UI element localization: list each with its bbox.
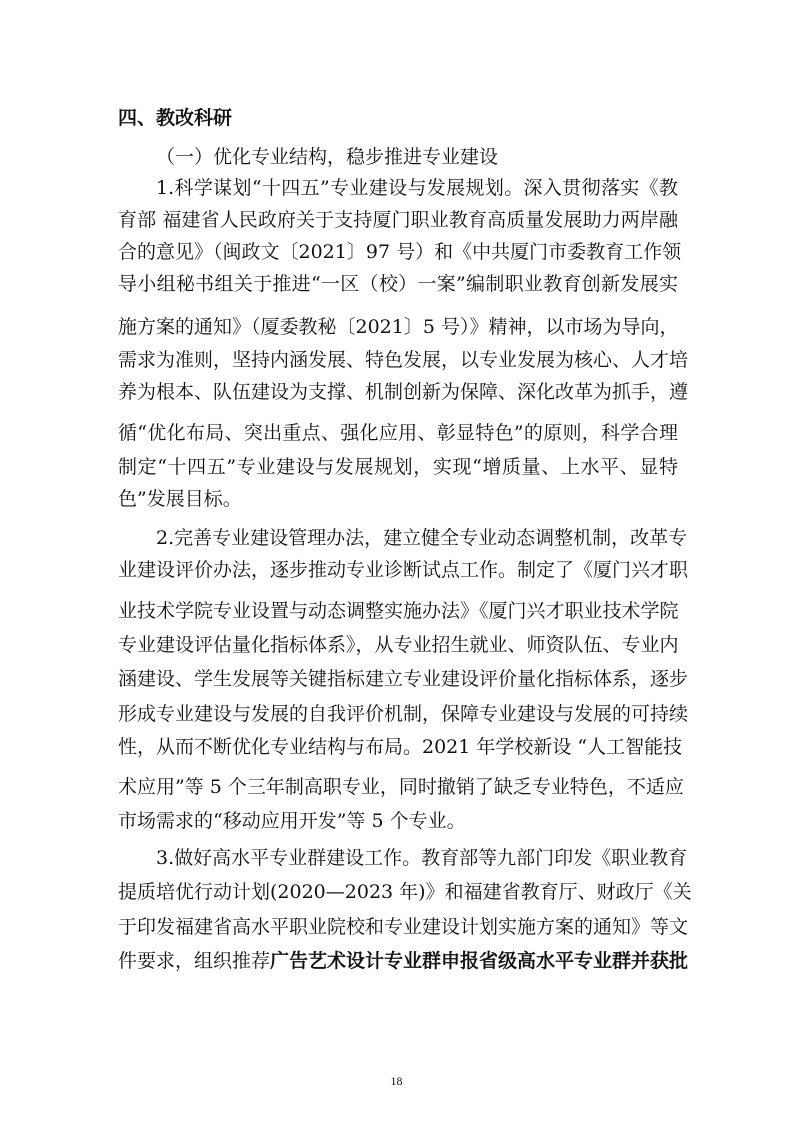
paragraph-1-line: 循“优化布局、突出重点、强化应用、彰显特色”的原则，科学合理 [118, 422, 678, 444]
paragraph-1-line: 合的意见》（闽政文〔2021〕97 号）和《中共厦门市委教育工作领 [118, 241, 682, 263]
section-heading: 四、教改科研 [118, 107, 233, 129]
paragraph-3-last-plain: 件要求，组织推荐 [118, 950, 271, 972]
paragraph-2-line: 专业建设评估量化指标体系》，从专业招生就业、师资队伍、专业内 [118, 634, 679, 656]
paragraph-1-line: 养为根本、队伍建设为支撑、机制创新为保障、深化改革为抓手，遵 [118, 381, 689, 403]
paragraph-2-line: 形成专业建设与发展的自我评价机制，保障专业建设与发展的可持续 [118, 703, 689, 725]
paragraph-3-line: 3.做好高水平专业群建设工作。教育部等九部门印发《职业教育 [156, 847, 688, 869]
paragraph-3-line: 于印发福建省高水平职业院校和专业建设计划实施方案的通知》等文 [118, 916, 689, 938]
paragraph-1-line: 1.科学谋划“十四五”专业建设与发展规划。深入贯彻落实《教 [156, 177, 678, 199]
paragraph-2-line: 2.完善专业建设管理办法，建立健全专业动态调整机制，改革专 [156, 527, 688, 549]
paragraph-2-line: 业建设评价办法，逐步推动专业诊断试点工作。制定了《厦门兴才职 [118, 559, 689, 581]
paragraph-3-line [118, 949, 689, 973]
paragraph-1-line: 需求为准则，坚持内涵发展、特色发展，以专业发展为核心、人才培 [118, 349, 689, 371]
paragraph-2-line: 业技术学院专业设置与动态调整实施办法》《厦门兴才职业技术学院 [118, 600, 679, 622]
paragraph-2-line: 术应用”等 5 个三年制高职专业，同时撤销了缺乏专业特色，不适应 [118, 776, 684, 798]
paragraph-1-line: 制定“十四五”专业建设与发展规划，实现“增质量、上水平、显特 [118, 456, 678, 478]
paragraph-3-line: 提质培优行动计划(2020—2023 年)》和福建省教育厅、财政厅《关 [118, 881, 692, 903]
paragraph-1-line: 导小组秘书组关于推进“一区（校）一案”编制职业教育创新发展实 [118, 273, 678, 295]
paragraph-1-line: 色”发展目标。 [118, 488, 242, 510]
paragraph-3-last-bold: 广告艺术设计专业群申报省级高水平专业群并获批 [270, 950, 689, 972]
paragraph-2-line: 性，从而不断优化专业结构与布局。2021 年学校新设 “人工智能技 [118, 736, 683, 758]
page-number: 18 [390, 1074, 403, 1088]
paragraph-1-line: 施方案的通知》（厦委教秘〔2021〕5 号）》精神，以市场为导向， [118, 316, 679, 338]
subsection-heading: （一）优化专业结构，稳步推进专业建设 [156, 146, 499, 168]
paragraph-2-line: 涵建设、学生发展等关键指标建立专业建设评价量化指标体系，逐步 [118, 668, 689, 690]
paragraph-1-line: 育部 福建省人民政府关于支持厦门职业教育高质量发展助力两岸融 [118, 209, 678, 231]
paragraph-2-line: 市场需求的“移动应用开发”等 5 个专业。 [118, 810, 466, 832]
